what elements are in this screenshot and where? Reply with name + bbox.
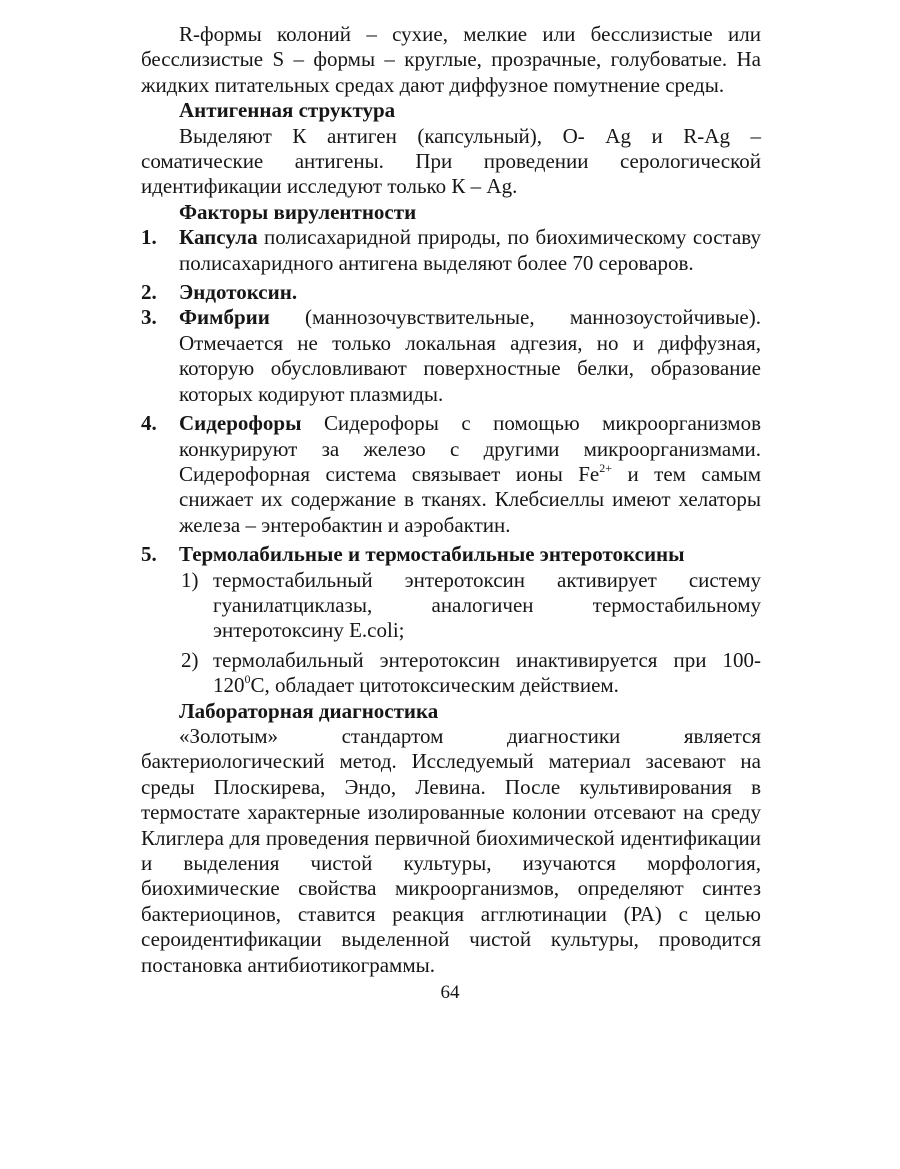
virulence-heading: Факторы вирулентности <box>179 199 417 224</box>
subitem-thermostable <box>141 568 761 644</box>
subitem-number: 2) <box>181 647 199 672</box>
antigen-paragraph: Выделяют К антиген (капсульный), О- Ag и R-Ag – соматические антигены. При проведении серологической идентификации исследуют только К – Ag. <box>141 123 761 199</box>
superscript: 0 <box>244 672 251 687</box>
virulence-item-siderophores <box>141 411 761 538</box>
item-title: Капсула <box>179 225 258 250</box>
page-number: 64 <box>440 982 460 1003</box>
lab-paragraph: «Золотым» стандартом диагностики является бактериологический метод. Исследуемый материал засевают на среды Плоскирева, Эндо, Левина. После культивирования в термостате характерные изолированные колонии отсевают на среду Клиглера для проведения первичной биохимической идентификации и выделения чистой культуры, изучаются морфология, биохимические свойства микроорганизмов, определяют синтез бактериоцинов, ставится реакция агглютинации (РА) с целью сероидентификации выделенной чистой культуры, проводится постановка антибиотикограммы. <box>141 723 761 977</box>
item-number: 3. <box>141 305 157 330</box>
virulence-item-fimbriae <box>141 305 761 407</box>
virulence-item-enterotoxins <box>141 542 761 567</box>
intro-paragraph: R-формы колоний – сухие, мелкие или бесслизистые или бесслизистые S – формы – круглые, прозрачные, голубоватые. На жидких питательных средах дают диффузное помутнение среды. <box>141 22 761 97</box>
lab-heading: Лабораторная диагностика <box>179 698 439 723</box>
subitem-text-continued: С, обладает цитотоксическим действием. <box>250 673 619 698</box>
item-text: (маннозочувствительные, маннозоустойчивые). Отмечается не только локальная адгезия, но и диффузная, которую обусловливают поверхностные белки, образование которых кодируют плазмиды. <box>179 305 761 406</box>
item-number: 2. <box>141 280 157 305</box>
item-text: Сидерофоры с помощью микроорганизмов конкурируют за железо с другими микроорганизмами. Сидерофорная система связывает ионы Fe <box>179 411 761 486</box>
item-number: 5. <box>141 542 157 567</box>
virulence-item-capsule <box>141 225 761 276</box>
item-text: полисахаридной природы, по биохимическому составу полисахаридного антигена выделяют более 70 сероваров. <box>179 225 761 275</box>
item-number: 1. <box>141 225 157 250</box>
item-number: 4. <box>141 411 157 436</box>
subitem-thermolabile <box>141 648 761 699</box>
subitem-text: термолабильный энтеротоксин инактивируется при 100-120 <box>213 647 761 698</box>
virulence-item-endotoxin <box>141 280 761 305</box>
item-text-continued: и тем самым снижает их содержание в тканях. Клебсиеллы имеют хелаторы железа – энтеробактин и аэробактин. <box>179 461 761 537</box>
page-body <box>141 22 761 978</box>
antigen-heading: Антигенная структура <box>179 98 396 123</box>
subitem-number: 1) <box>181 567 199 592</box>
item-title: Термолабильные и термостабильные энтеротоксины <box>179 542 685 567</box>
subitem-text: термостабильный энтеротоксин активирует систему гуанилатциклазы, аналогичен термостабильному энтеротоксину E.coli; <box>213 567 761 643</box>
item-title: Фимбрии <box>179 305 270 330</box>
item-title: Сидерофоры <box>179 411 302 436</box>
item-title: Эндотоксин. <box>179 280 298 305</box>
superscript: 2+ <box>599 460 613 475</box>
